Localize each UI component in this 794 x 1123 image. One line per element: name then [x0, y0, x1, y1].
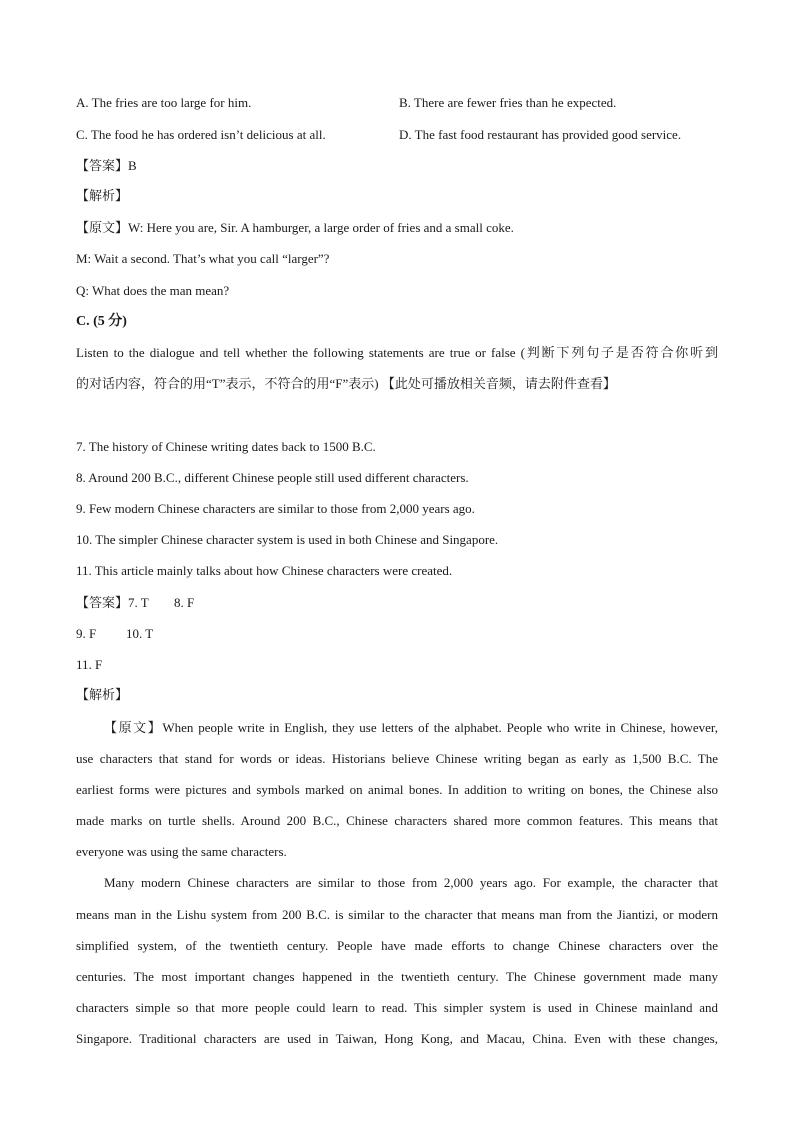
- passage-p2-line-2: means man in the Lishu system from 200 B.C. is similar to the character that means man from the Jiantizi, or modern: [76, 907, 718, 922]
- answer-8: 8. F: [174, 595, 195, 610]
- answer-label: 【答案】: [76, 159, 129, 174]
- passage-text: When people write in English, they use letters of the alphabet. People who write in Chinese, however,: [162, 720, 718, 735]
- option-a: A. The fries are too large for him.: [76, 95, 252, 110]
- statement-7: 7. The history of Chinese writing dates back to 1500 B.C.: [76, 439, 376, 454]
- statement-8: 8. Around 200 B.C., different Chinese people still used different characters.: [76, 470, 469, 485]
- option-b: B. There are fewer fries than he expected.: [399, 95, 617, 110]
- script-line-2: M: Wait a second. That’s what you call “larger”?: [76, 251, 330, 266]
- script-label: 【原文】: [104, 721, 163, 736]
- answer-label: 【答案】: [76, 596, 129, 611]
- script-label: 【原文】: [76, 221, 129, 236]
- answer-line-1: [76, 594, 194, 613]
- answer-10: 10. T: [126, 626, 154, 641]
- passage-p2-line-4: centuries. The most important changes happened in the twentieth century. The Chinese government made many: [76, 969, 718, 984]
- passage-p2-line-1: Many modern Chinese characters are similar to those from 2,000 years ago. For example, the character that: [104, 875, 718, 890]
- answer-7: 7. T: [128, 595, 149, 610]
- passage-p1-line-4: made marks on turtle shells. Around 200 B.C., Chinese characters shared more common features. This means that: [76, 813, 718, 828]
- answer-11: 11. F: [76, 657, 103, 672]
- option-d: D. The fast food restaurant has provided good service.: [399, 127, 682, 142]
- answer-line-2: [76, 625, 153, 643]
- section-heading: C. (5 分): [76, 314, 127, 329]
- script-text: W: Here you are, Sir. A hamburger, a large order of fries and a small coke.: [128, 220, 514, 235]
- script-line-3: Q: What does the man mean?: [76, 283, 230, 298]
- passage-p1-line-1: [104, 719, 718, 738]
- answer-line-q6: [76, 157, 137, 176]
- passage-p2-line-5: characters simple so that more people could learn to read. This simpler system is used in Chinese mainland and: [76, 1000, 718, 1015]
- statement-10: 10. The simpler Chinese character system is used in both Chinese and Singapore.: [76, 532, 499, 547]
- passage-p2-line-6: Singapore. Traditional characters are used in Taiwan, Hong Kong, and Macau, China. Even with these changes,: [76, 1031, 718, 1046]
- passage-p1-line-3: earliest forms were pictures and symbols marked on animal bones. In addition to writing on bones, the Chinese also: [76, 782, 718, 797]
- instruction-line-2: 的对话内容，符合的用“T”表示，不符合的用“F”表示) 【此处可播放相关音频，请去附件查看】: [76, 376, 616, 391]
- passage-p1-line-5: everyone was using the same characters.: [76, 844, 287, 859]
- answer-9: 9. F: [76, 626, 97, 641]
- statement-11: 11. This article mainly talks about how Chinese characters were created.: [76, 563, 453, 578]
- option-c: C. The food he has ordered isn’t delicious at all.: [76, 127, 326, 142]
- passage-p2-line-3: simplified system, of the twentieth century. People have made efforts to change Chinese characters over the: [76, 938, 718, 953]
- instruction-line-1: Listen to the dialogue and tell whether the following statements are true or false (判断下列句子是否符合你听到: [76, 345, 718, 360]
- answer-value: B: [128, 158, 137, 173]
- passage-p1-line-2: use characters that stand for words or ideas. Historians believe Chinese writing began as early as 1,500 B.C. The: [76, 751, 718, 766]
- analysis-label: 【解析】: [76, 688, 129, 703]
- analysis-label: 【解析】: [76, 189, 129, 204]
- script-line-1: [76, 219, 514, 238]
- statement-9: 9. Few modern Chinese characters are similar to those from 2,000 years ago.: [76, 501, 475, 516]
